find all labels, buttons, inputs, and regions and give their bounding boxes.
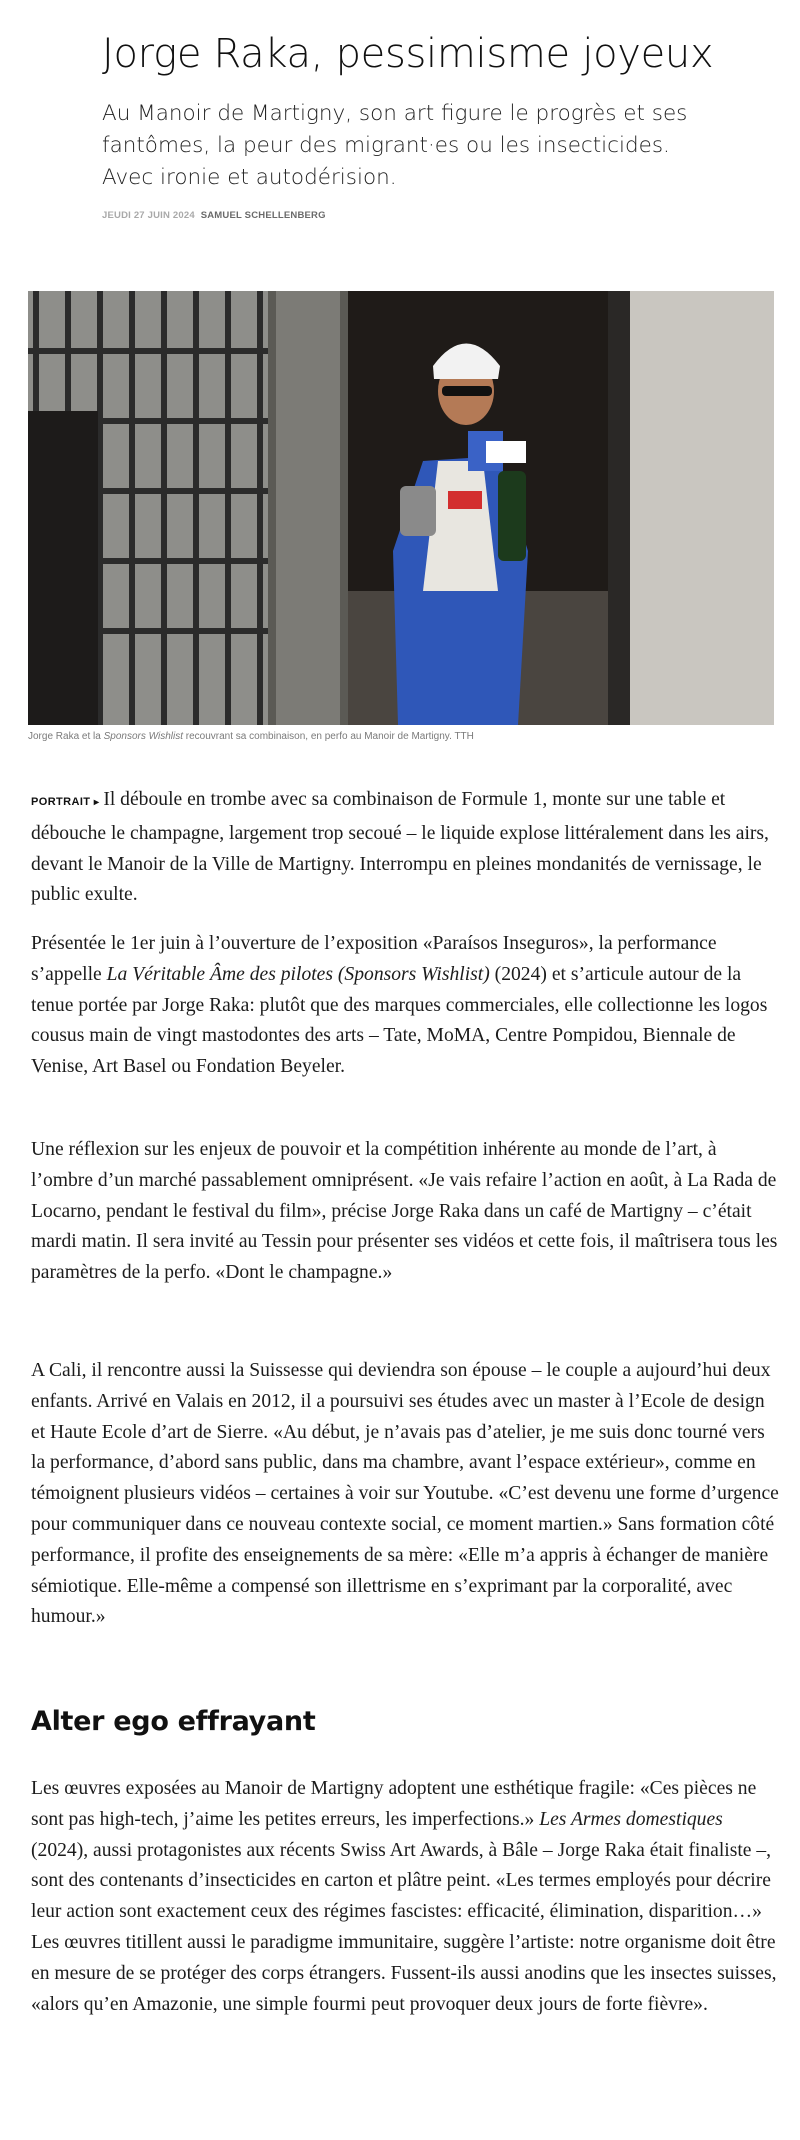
- kicker-arrow-icon: ▸: [93, 797, 100, 808]
- paragraph-1: [31, 785, 781, 911]
- paragraph-3: Une réflexion sur les enjeux de pouvoir et la compétition inhérente au monde de l’art, à l’ombre d’un marché passablement omniprésent. «Je vais refaire l’action en août, à La Rada de Locarno, pendant le festival du film», précise Jorge Raka dans un café de Martigny – c’était mardi matin. Il sera invité au Tessin pour présenter ses vidéos et cette fois, il maîtrisera tous les paramètres de la perfo. «Dont le champagne.»: [31, 1139, 778, 1284]
- caption-text-end: recouvrant sa combinaison, en perfo au Manoir de Martigny. TTH: [183, 731, 474, 742]
- paragraph-5: [31, 1774, 781, 2020]
- article-title: Jorge Raka, pessimisme joyeux: [102, 31, 714, 77]
- article-meta: [102, 210, 722, 221]
- caption-text: Jorge Raka et la: [28, 731, 104, 742]
- paragraph-4: A Cali, il rencontre aussi la Suissesse qui deviendra son épouse – le couple a aujourd’hui deux enfants. Arrivé en Valais en 2012, il a poursuivi ses études avec un master à l’Ecole de design et Haute Ecole d’art de Sierre. «Au début, je n’avais pas d’atelier, je me suis donc tourné vers la performance, d’abord sans public, dans ma chambre, avant l’espace extérieur», comme en témoignent plusieurs vidéos – certaines à voir sur Youtube. «C’est devenu une forme d’urgence pour communiquer dans ce nouveau contexte social, ce moment martien.» Sans formation côté performance, il profite des enseignements de sa mère: «Elle m’a appris à échanger de manière sémiotique. Elle-même a compensé son illettrisme en s’exprimant par la corporalité, avec humour.»: [31, 1360, 779, 1628]
- artwork-title: Les Armes domestiques: [539, 1808, 723, 1830]
- paragraph-5-text-end: (2024), aussi protagonistes aux récents Swiss Art Awards, à Bâle – Jorge Raka était finaliste –, sont des contenants d’insecticides en carton et plâtre peint. «Les termes employés pour décrire leur action sont exactement ceux des régimes fascistes: efficacité, élimination, disparition…» Les œuvres titillent aussi le paradigme immunitaire, suggère l’artiste: notre organisme doit être en mesure de se protéger des corps étrangers. Fussent-ils aussi anodins que les insectes suisses, «alors qu’en Amazonie, une simple fourmi peut provoquer deux jours de forte fièvre».: [31, 1839, 777, 2015]
- article-author[interactable]: SAMUEL SCHELLENBERG: [200, 210, 326, 221]
- caption-work-title: Sponsors Wishlist: [103, 731, 183, 742]
- paragraph-5-text: Les œuvres exposées au Manoir de Martigny adoptent une esthétique fragile: «Ces pièces ne sont pas high-tech, j’aime les petites erreurs, les imperfections.»: [31, 1778, 757, 1830]
- performance-title: La Véritable Âme des pilotes (Sponsors Wishlist): [106, 963, 490, 985]
- photo-caption: [28, 731, 474, 742]
- kicker-label: PORTRAIT: [31, 796, 91, 808]
- article-header: [102, 30, 722, 221]
- portrait-kicker[interactable]: [31, 796, 103, 808]
- section-subhead: Alter ego effrayant: [31, 1706, 316, 1737]
- photo-illustration: [28, 291, 774, 725]
- article-date: JEUDI 27 JUIN 2024: [102, 210, 195, 221]
- paragraph-2-text-end: (2024) et s’articule autour de la tenue portée par Jorge Raka: plutôt que des marques commerciales, elle collectionne les logos cousus main de vingt mastodontes des arts – Tate, MoMA, Centre Pompidou, Biennale de Venise, Art Basel ou Fondation Beyeler.: [31, 963, 768, 1078]
- article-lede: Au Manoir de Martigny, son art figure le progrès et ses fantômes, la peur des migrant·es ou les insecticides. Avec ironie et autodérision.: [102, 101, 688, 190]
- paragraph-2: [31, 929, 781, 1083]
- paragraph-1-text: Il déboule en trombe avec sa combinaison de Formule 1, monte sur une table et débouche le champagne, largement trop secoué – le liquide explose littéralement dans les airs, devant le Manoir de la Ville de Martigny. Interrompu en pleines mondanités de vernissage, le public exulte.: [31, 789, 769, 906]
- paragraph-2-text: Présentée le 1er juin à l’ouverture de l’exposition «Paraísos Inseguros», la performance s’appelle: [31, 933, 717, 985]
- article-photo: [28, 291, 774, 725]
